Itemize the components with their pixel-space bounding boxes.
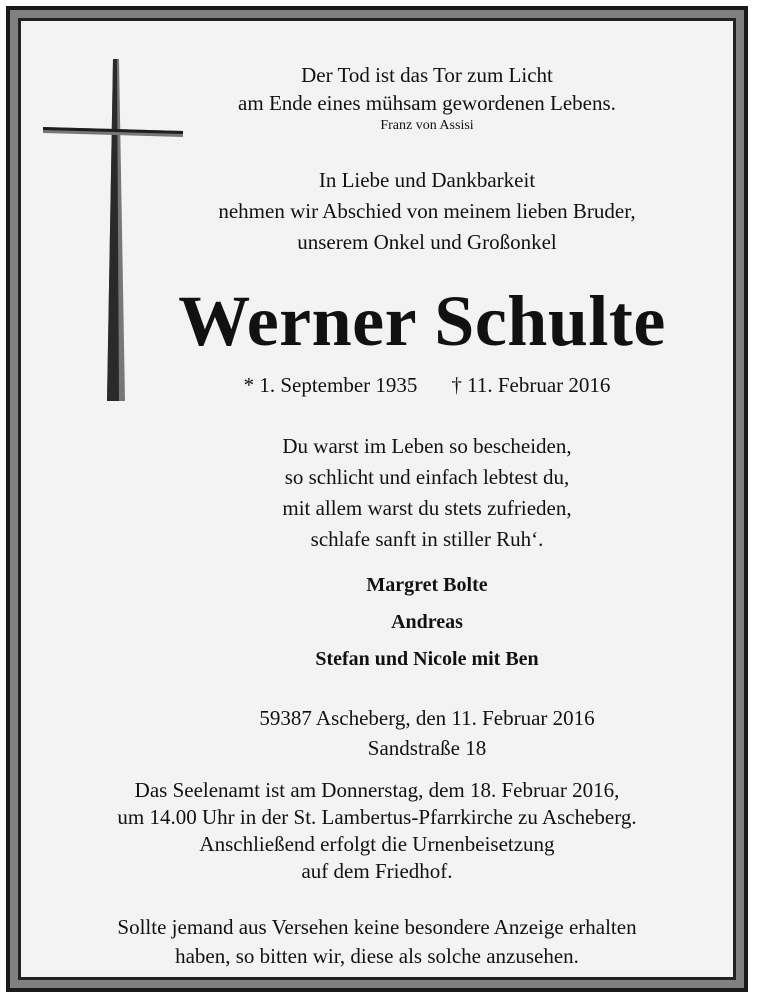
intro-line: unserem Onkel und Großonkel [297, 230, 557, 254]
obituary-notice [18, 18, 736, 980]
poem-line: schlafe sanft in stiller Ruh‘. [310, 527, 544, 551]
street: Sandstraße 18 [367, 736, 487, 760]
mourner-name: Stefan und Nicole mit Ben [315, 648, 539, 670]
mourners [121, 567, 733, 678]
intro-line: nehmen wir Abschied von meinem lieben Bruder, [218, 199, 636, 223]
closing-line: haben, so bitten wir, diese als solche anzusehen. [175, 944, 579, 968]
notice-frame [6, 6, 748, 992]
quote-line: am Ende eines mühsam gewordenen Lebens. [238, 91, 616, 115]
place-date: 59387 Ascheberg, den 11. Februar 2016 [259, 706, 595, 730]
closing-line: Sollte jemand aus Versehen keine besondere Anzeige erhalten [117, 915, 637, 939]
poem [121, 431, 733, 555]
life-dates [121, 371, 733, 399]
poem-line: so schlicht und einfach lebtest du, [284, 465, 570, 489]
death-date: † 11. Februar 2016 [451, 373, 611, 397]
service-info [21, 777, 733, 885]
poem-line: Du warst im Leben so bescheiden, [282, 434, 572, 458]
deceased-name: Werner Schulte [178, 281, 666, 361]
address [121, 703, 733, 763]
intro-text [121, 165, 733, 258]
quote-line: Der Tod ist das Tor zum Licht [301, 63, 553, 87]
quote [121, 61, 733, 135]
service-line: Das Seelenamt ist am Donnerstag, dem 18. Februar 2016, [134, 778, 620, 802]
birth-date: * 1. September 1935 [243, 373, 418, 397]
quote-author: Franz von Assisi [380, 118, 474, 133]
service-line: auf dem Friedhof. [301, 859, 453, 883]
mourner-name: Margret Bolte [366, 574, 488, 596]
service-line: um 14.00 Uhr in der St. Lambertus-Pfarrkirche zu Ascheberg. [117, 805, 637, 829]
mourner-name: Andreas [391, 611, 463, 633]
poem-line: mit allem warst du stets zufrieden, [282, 496, 572, 520]
service-line: Anschließend erfolgt die Urnenbeisetzung [199, 832, 555, 856]
intro-line: In Liebe und Dankbarkeit [318, 168, 536, 192]
closing-note [21, 913, 733, 971]
